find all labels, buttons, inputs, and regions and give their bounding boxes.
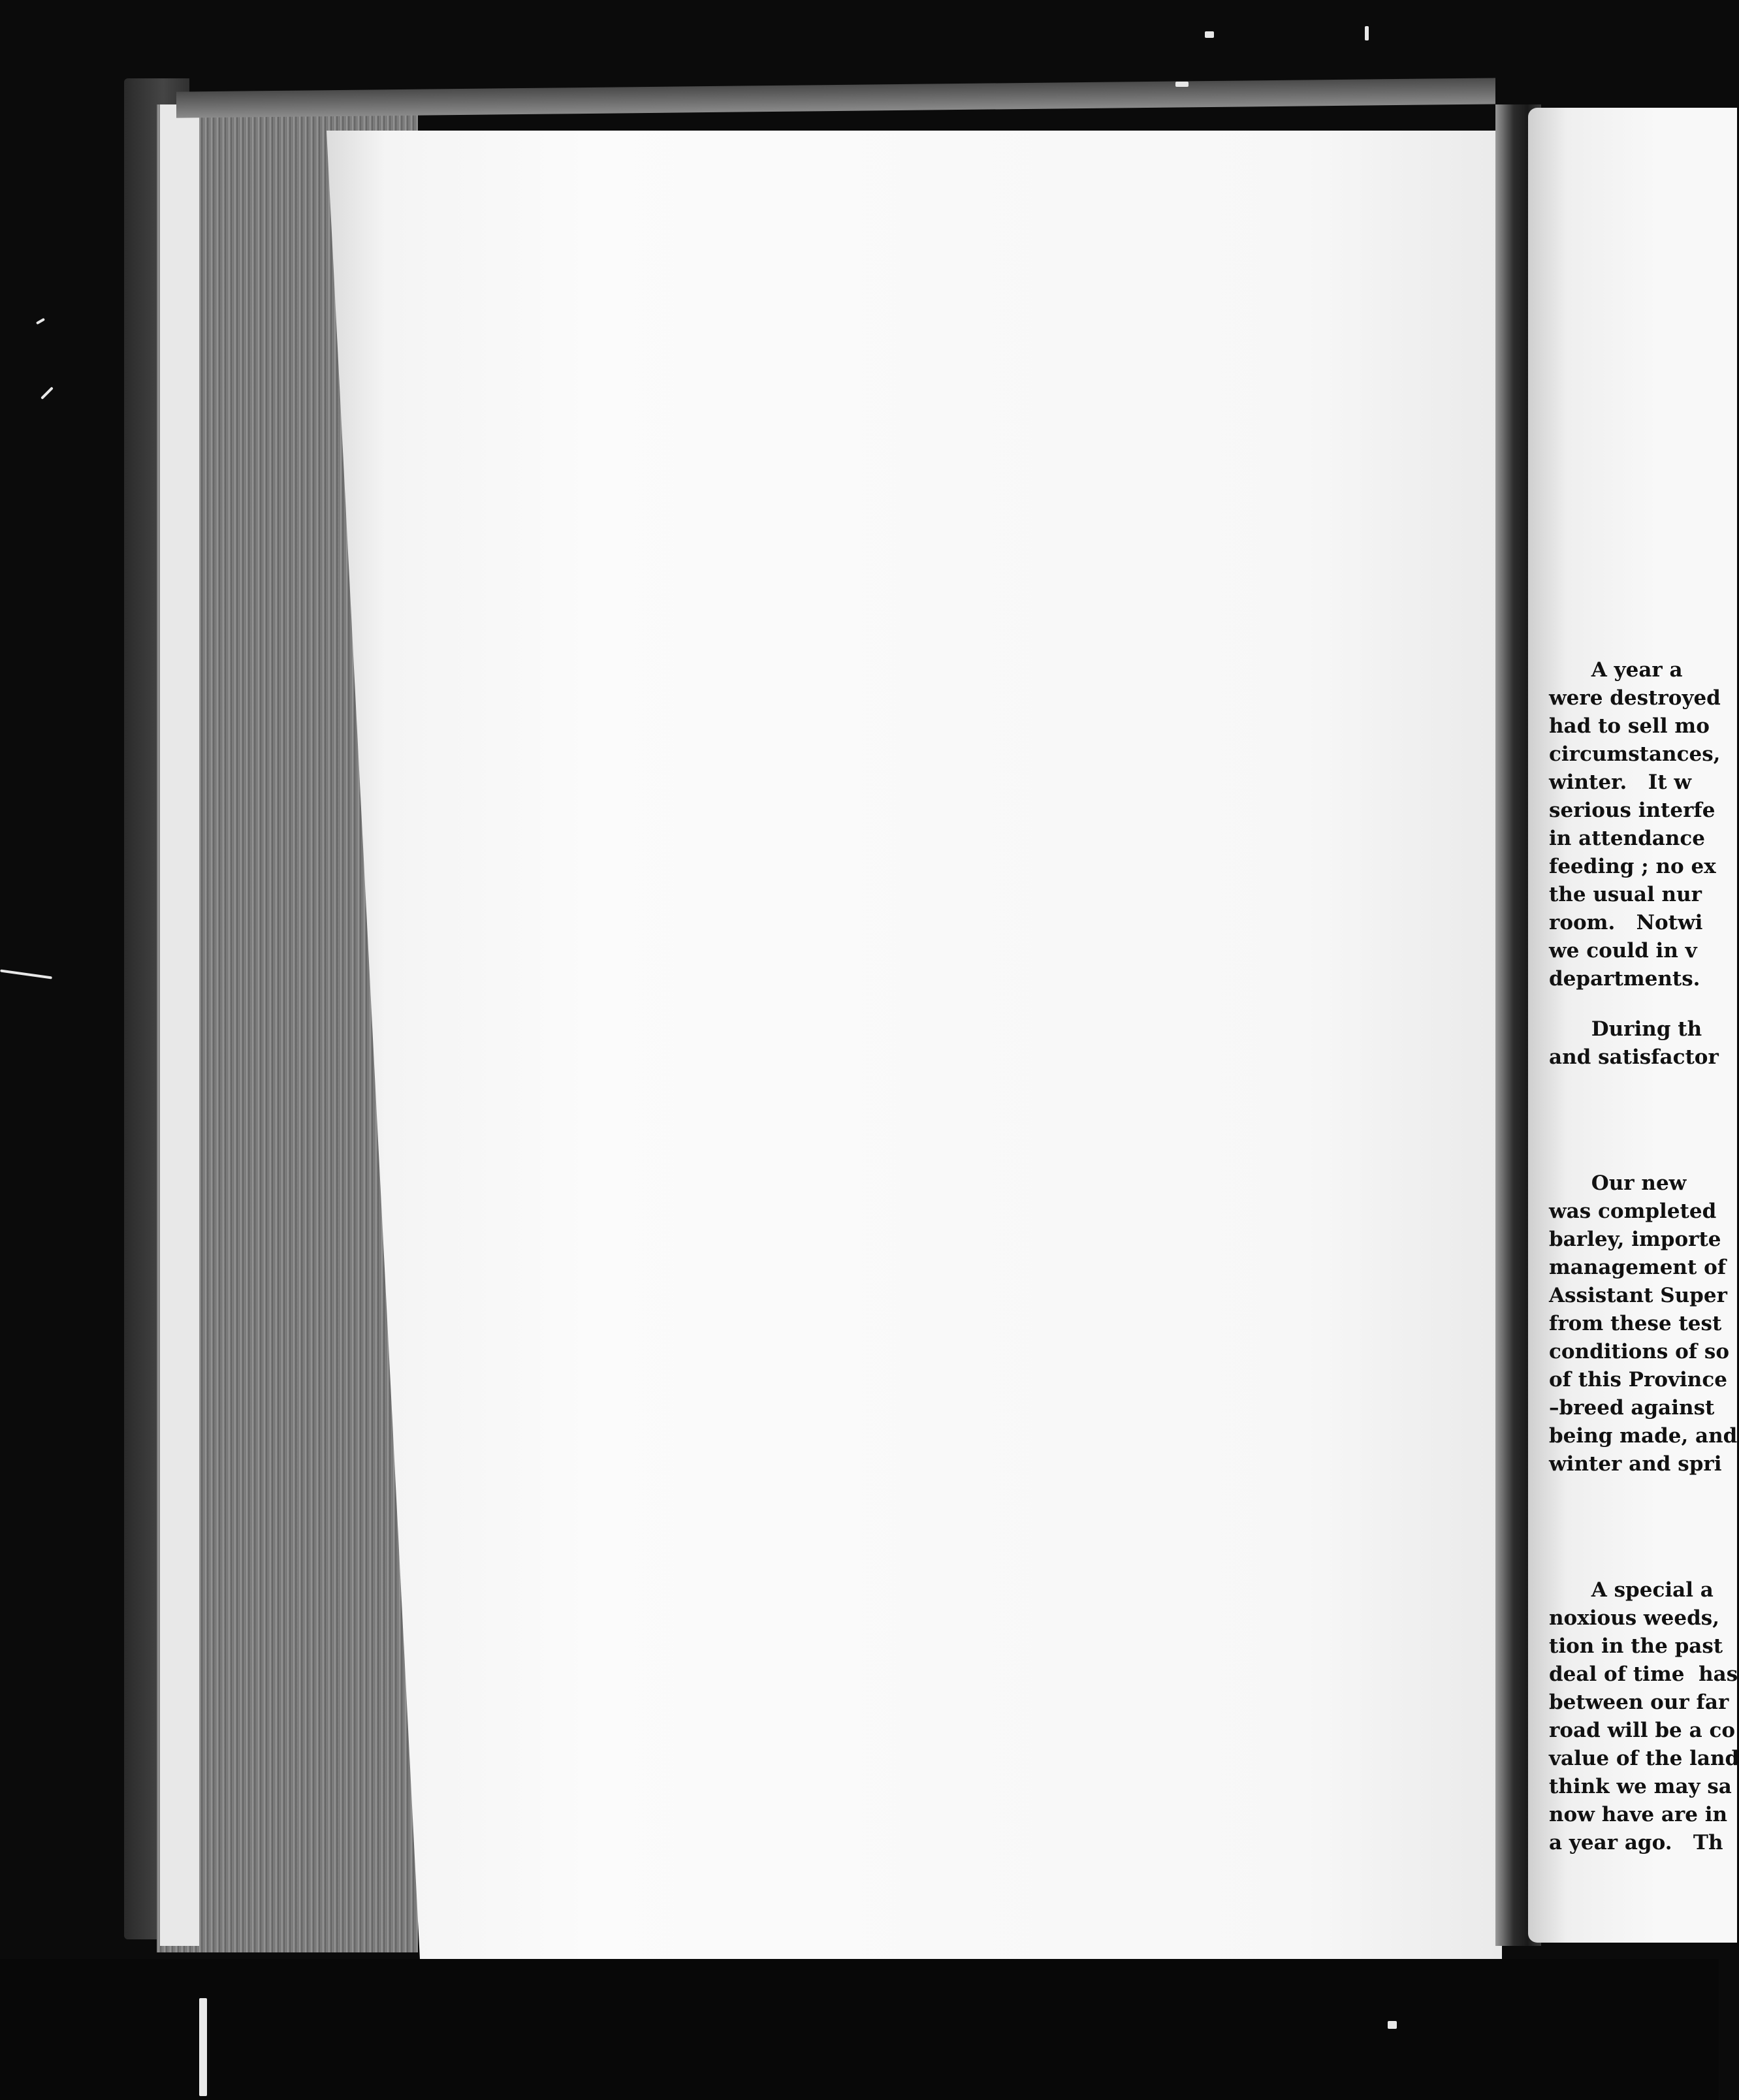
text-line: deal of time has [1549, 1663, 1738, 1686]
page-stack-highlight [160, 104, 199, 1946]
text-line: Our new [1549, 1171, 1687, 1195]
text-line: A year a [1549, 658, 1683, 682]
text-line: now have are in [1549, 1803, 1728, 1826]
text-line: was completed [1549, 1200, 1717, 1223]
dust-speck [1175, 82, 1189, 87]
text-line: Assistant Super [1549, 1284, 1727, 1307]
text-line: were destroyed [1549, 686, 1721, 710]
dust-speck [199, 1998, 207, 2096]
text-line: noxious weeds, [1549, 1606, 1719, 1630]
text-line: we could in v [1549, 939, 1697, 963]
text-line: from these test [1549, 1312, 1722, 1335]
text-line: a year ago. Th [1549, 1831, 1723, 1854]
dust-speck [36, 318, 45, 325]
section-spacer [1549, 1478, 1719, 1576]
dust-speck [1205, 31, 1214, 38]
text-line: conditions of so [1549, 1340, 1730, 1363]
text-line: between our far [1549, 1691, 1729, 1714]
section-spacer [1549, 1072, 1719, 1169]
text-line: serious interfe [1549, 799, 1715, 822]
text-line: being made, and [1549, 1424, 1738, 1448]
text-line: the usual nur [1549, 883, 1702, 906]
paragraph-spacer [1549, 993, 1719, 1015]
text-line: During th [1549, 1017, 1702, 1041]
paragraph-our-new [1549, 1169, 1738, 1478]
paragraph-during [1549, 1015, 1719, 1072]
background-shadow [0, 1959, 1719, 2100]
blank-left-page [327, 131, 1502, 1972]
text-line: A special a [1549, 1578, 1714, 1602]
paragraph-year-ago [1549, 656, 1719, 993]
text-line: of this Province [1549, 1368, 1727, 1392]
text-line: room. Notwi [1549, 911, 1703, 934]
text-line: departments. [1549, 967, 1700, 991]
dust-speck [0, 969, 52, 979]
text-line: had to sell mo [1549, 714, 1710, 738]
text-line: management of [1549, 1256, 1727, 1279]
paragraph-special [1549, 1576, 1739, 1857]
book-top-edge [176, 78, 1495, 118]
text-line: value of the land [1549, 1747, 1739, 1770]
text-line: in attendance [1549, 827, 1705, 850]
text-line: and satisfactor [1549, 1045, 1719, 1069]
dust-speck [1388, 2021, 1397, 2029]
text-line: barley, importe [1549, 1228, 1721, 1251]
text-line: feeding ; no ex [1549, 855, 1716, 878]
text-line: winter. It w [1549, 771, 1691, 794]
text-line: –breed against [1549, 1396, 1715, 1420]
text-line: think we may sa [1549, 1775, 1732, 1798]
text-line: winter and spri [1549, 1452, 1722, 1476]
text-line: tion in the past [1549, 1634, 1723, 1658]
right-page-text [1549, 656, 1739, 1949]
dust-speck [40, 387, 54, 400]
text-line: circumstances, [1549, 742, 1721, 766]
text-line: road will be a co [1549, 1719, 1735, 1742]
dust-speck [1365, 26, 1369, 40]
